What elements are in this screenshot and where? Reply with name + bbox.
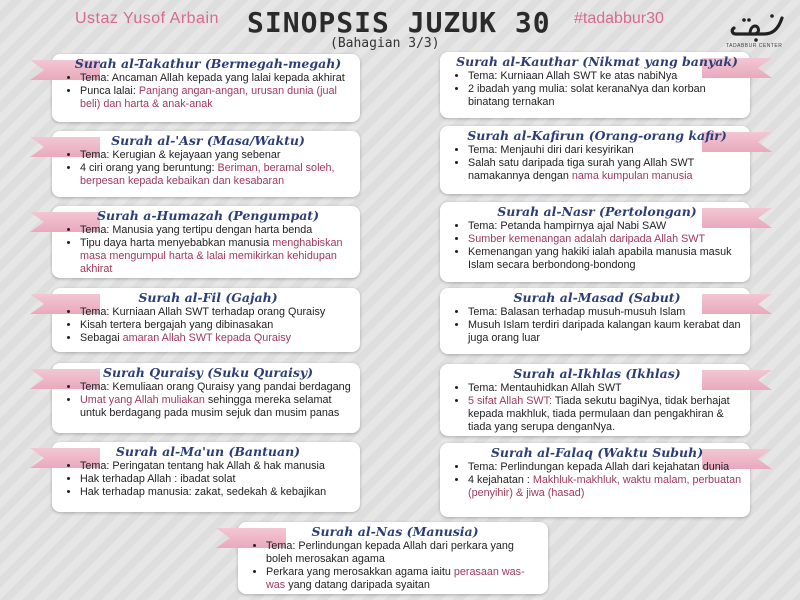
list-item: • Tema: Balasan terhadap musuh-musuh Islam [468,306,744,319]
list-item: • Hak terhadap Allah : ibadat solat [80,473,354,486]
list-item: • Tema: Ancaman Allah kepada yang lalai kepada akhirat [80,72,354,85]
page-title: SINOPSIS JUZUK 30 [247,6,551,39]
card-title: Surah al-'Asr (Masa/Waktu) [111,133,305,148]
card-title: Surah al-Kauthar (Nikmat yang banyak) [456,54,738,69]
tadabbur-logo-icon [728,10,788,44]
list-item: • 5 sifat Allah SWT: Tiada sekutu bagiNya, tidak berhajat kepada makhluk, tiada permulaan dan pengakhiran & tiada yang serupa denganNya. [468,395,744,434]
card-title: Surah al-Ma'un (Bantuan) [115,444,301,459]
card-list [62,306,354,345]
card-title: Surah Quraisy (Suku Quraisy) [102,365,314,380]
list-item: • Musuh Islam terdiri daripada kalangan kaum kerabat dan juga orang luar [468,319,744,345]
list-item: • Tema: Kurniaan Allah SWT terhadap orang Quraisy [80,306,354,319]
list-item: • Punca lalai: Panjang angan-angan, urusan dunia (jual beli) dan harta & anak-anak [80,85,354,111]
card-nasr [440,202,750,282]
list-item: • Kisah tertera bergajah yang dibinasakan [80,319,354,332]
list-item: • 4 ciri orang yang beruntung: Beriman, beramal soleh, berpesan kepada kebaikan dan kesabaran [80,162,354,188]
card-title: Surah al-Nasr (Pertolongan) [497,204,697,219]
list-item: • Tema: Kemuliaan orang Quraisy yang pandai berdagang [80,381,354,394]
card-list [450,70,744,109]
card-quraisy [52,363,360,433]
card-title: Surah al-Kafirun (Orang-orang kafir) [467,128,727,143]
list-item: • Sebagai amaran Allah SWT kepada Quraisy [80,332,354,345]
list-item: • Tema: Mentauhidkan Allah SWT [468,382,744,395]
hashtag: #tadabbur30 [574,10,664,27]
page-subtitle: (Bahagian 3/3) [330,36,440,51]
card-maun [52,442,360,512]
card-list [62,149,354,188]
card-title: Surah al-Takathur (Bermegah-megah) [74,56,342,71]
list-item: • Tema: Petanda hampirnya ajal Nabi SAW [468,220,744,233]
card-takathur [52,54,360,122]
list-item: • Tema: Peringatan tentang hak Allah & hak manusia [80,460,354,473]
card-kafirun [440,126,750,194]
list-item: • Umat yang Allah muliakan sehingga mereka selamat untuk berdagang pada musim sejuk dan musim panas [80,394,354,420]
card-list [62,72,354,111]
list-item: • Tema: Kurniaan Allah SWT ke atas nabiNya [468,70,744,83]
list-item: • Tipu daya harta menyebabkan manusia menghabiskan masa mengumpul harta & lalai memikirkan kehidupan akhirat [80,237,354,276]
card-list [450,382,744,434]
card-title: Surah al-Falaq (Waktu Subuh) [490,445,704,460]
card-title: Surah al-Fil (Gajah) [138,290,278,305]
card-fil [52,288,360,352]
list-item: • Tema: Kerugian & kejayaan yang sebenar [80,149,354,162]
list-item: • Sumber kemenangan adalah daripada Allah SWT [468,233,744,246]
card-list [62,381,354,420]
list-item: • Kemenangan yang hakiki ialah apabila manusia masuk Islam secara berbondong-bondong [468,246,744,272]
card-list [62,460,354,499]
list-item: • Hak terhadap manusia: zakat, sedekah & kebajikan [80,486,354,499]
card-kauthar [440,52,750,118]
list-item: • Salah satu daripada tiga surah yang Allah SWT namakannya dengan nama kumpulan manusia [468,157,744,183]
card-falaq [440,443,750,517]
card-list [62,224,354,276]
card-asr [52,131,360,197]
list-item: • 4 kejahatan : Makhluk-makhluk, waktu malam, perbuatan (penyihir) & jiwa (hasad) [468,474,744,500]
list-item: • 2 ibadah yang mulia: solat keranaNya dan korban binatang ternakan [468,83,744,109]
logo-caption: TADABBUR CENTER [726,43,783,49]
list-item: • Tema: Manusia yang tertipu dengan harta benda [80,224,354,237]
author-name: Ustaz Yusof Arbain [75,10,219,27]
card-list [450,144,744,183]
card-humazah [52,206,360,278]
card-masad [440,288,750,354]
card-title: Surah a-Humazah (Pengumpat) [97,208,319,223]
card-title: Surah al-Masad (Sabut) [513,290,681,305]
list-item: • Tema: Perlindungan kepada Allah dari kejahatan dunia [468,461,744,474]
card-nas [238,522,548,594]
list-item: • Tema: Perlindungan kepada Allah dari perkara yang boleh merosakan agama [266,540,542,566]
card-ikhlas [440,364,750,436]
card-title: Surah al-Ikhlas (Ikhlas) [513,366,681,381]
list-item: • Perkara yang merosakkan agama iaitu perasaan was-was yang datang daripada syaitan [266,566,542,592]
list-item: • Tema: Menjauhi diri dari kesyirikan [468,144,744,157]
card-list [450,461,744,500]
header [0,0,800,52]
card-title: Surah al-Nas (Manusia) [311,524,479,539]
card-list [248,540,542,592]
card-list [450,220,744,272]
card-list [450,306,744,345]
